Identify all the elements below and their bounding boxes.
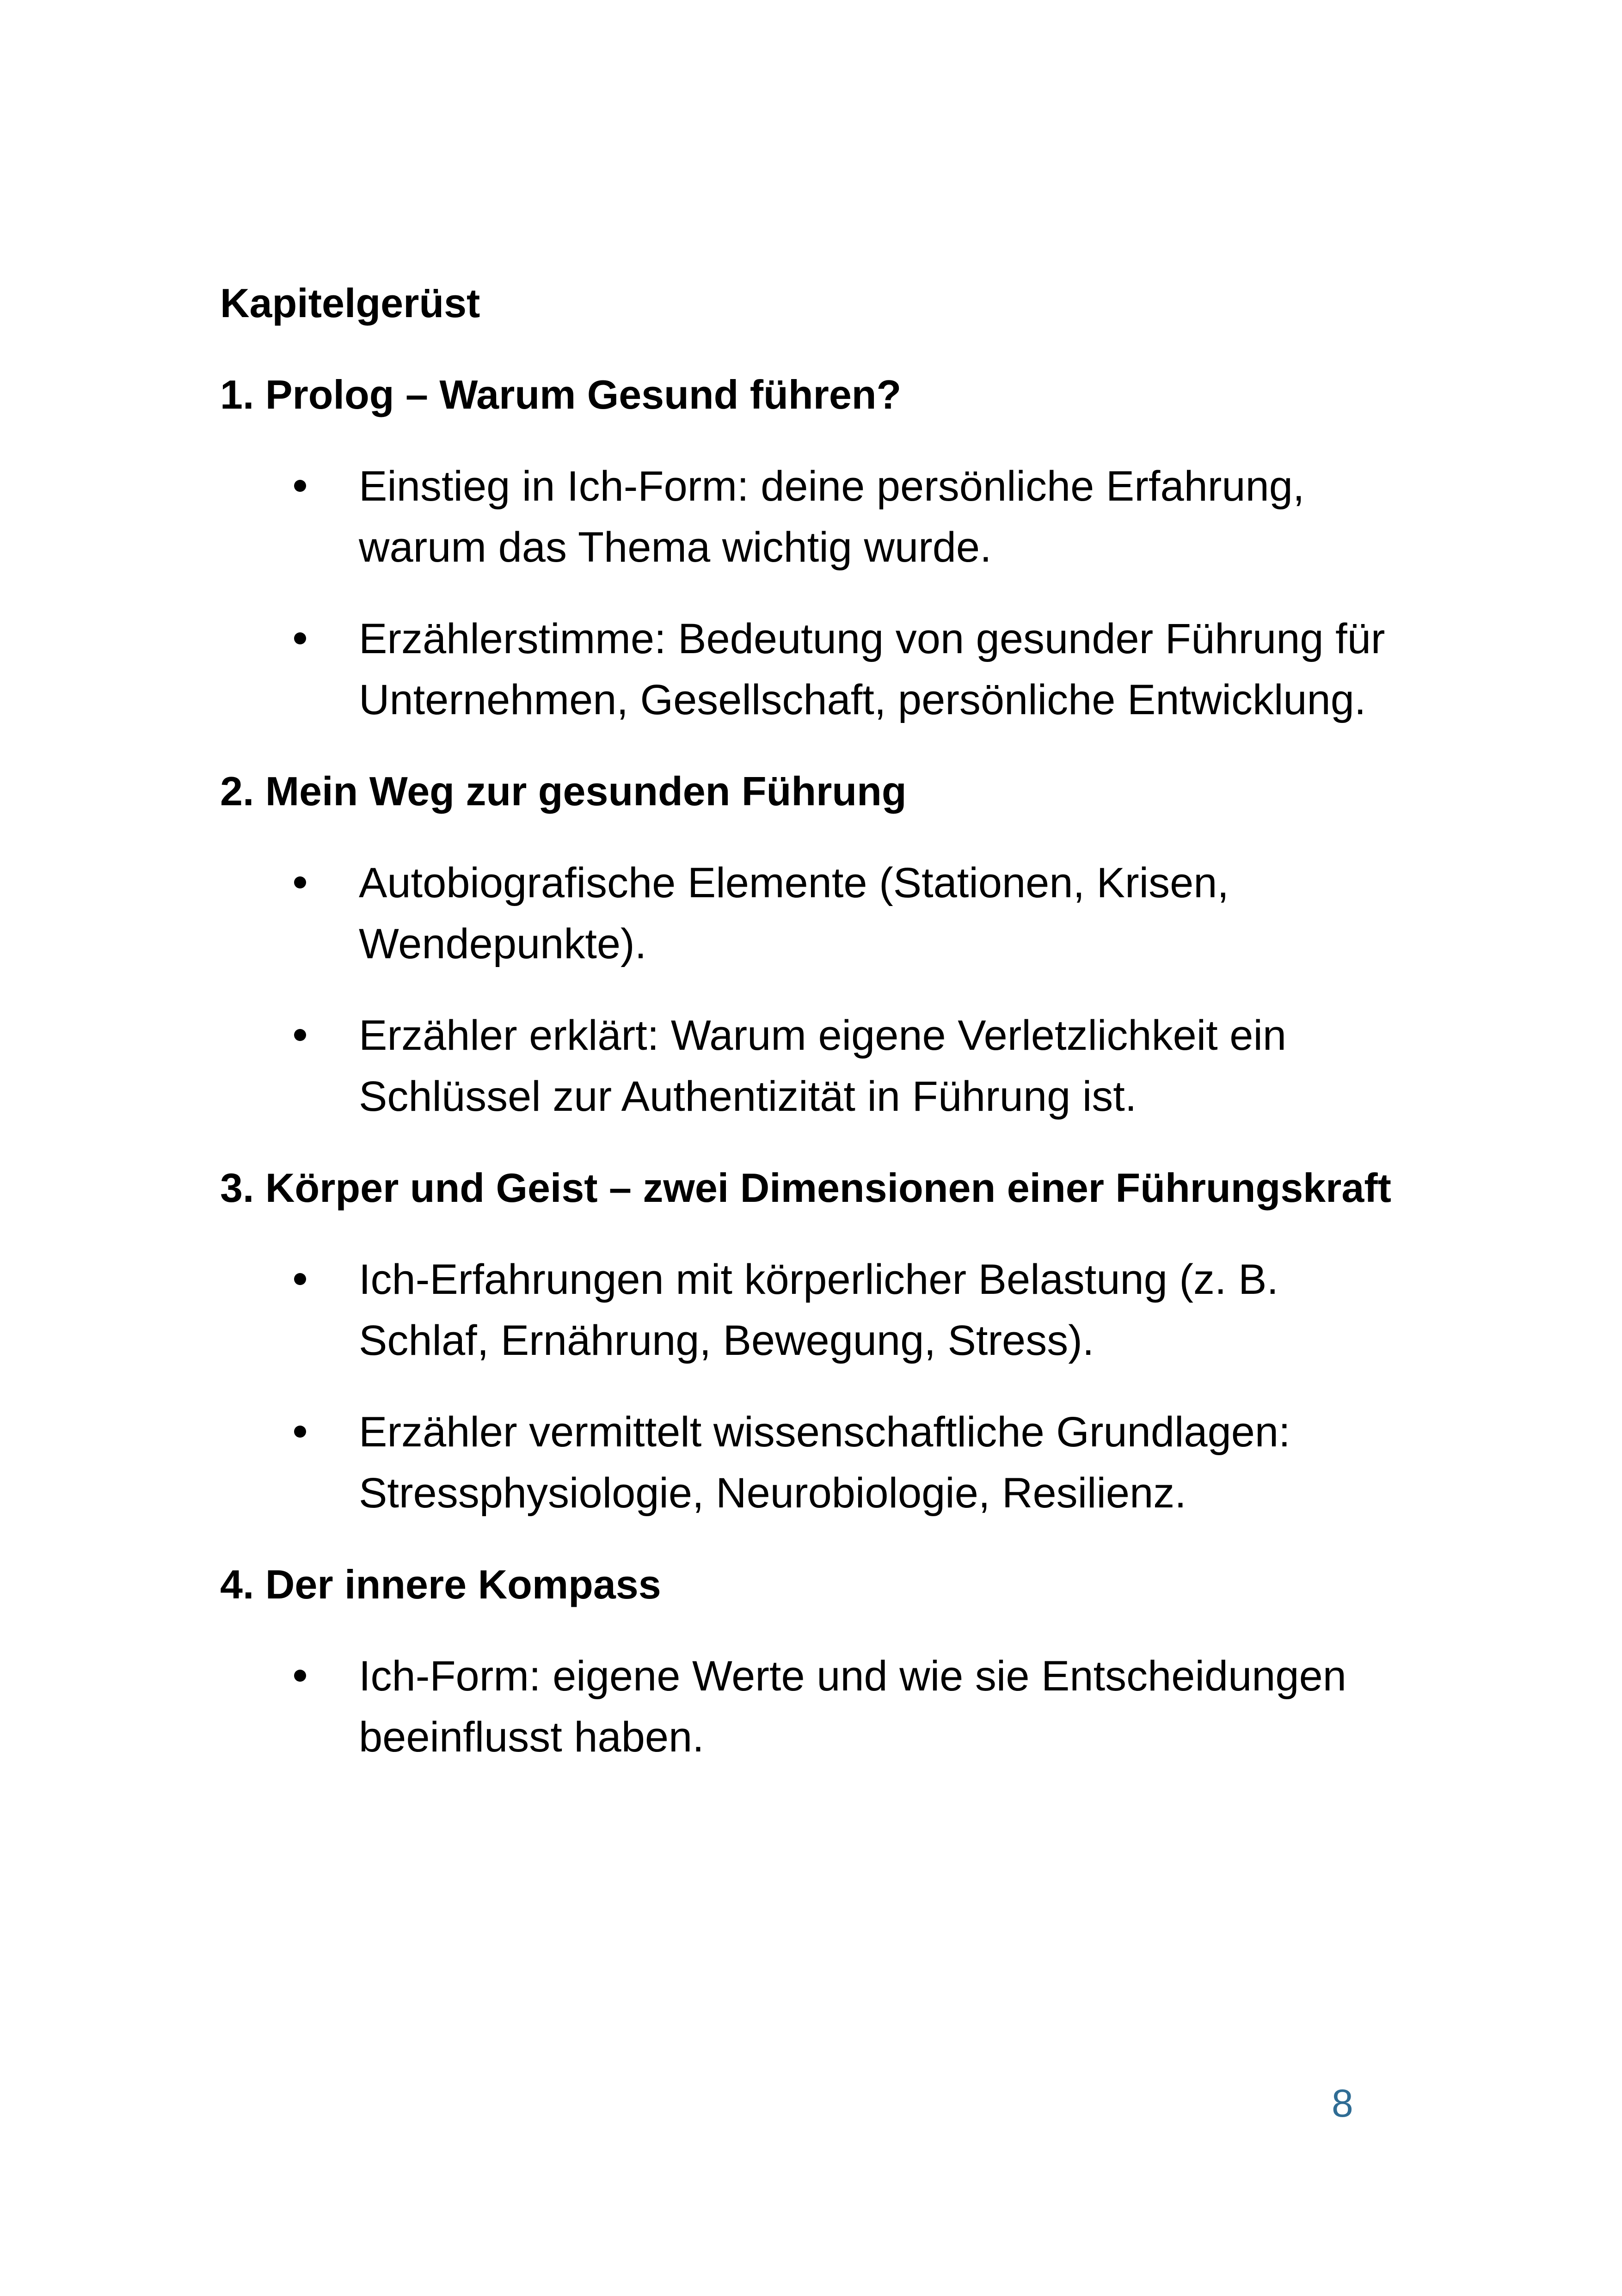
chapter-heading: 3. Körper und Geist – zwei Dimensionen einer Führungskraft (220, 1165, 1391, 1211)
list-item-text: Ich-Form: eigene Werte und wie sie Entscheidungen beeinflusst haben. (359, 1653, 1346, 1761)
bullet-icon (294, 480, 306, 492)
chapter-4 (220, 1554, 1404, 1768)
list-item-text: Ich-Erfahrungen mit körperlicher Belastung (z. B. Schlaf, Ernährung, Bewegung, Stress). (359, 1256, 1279, 1364)
bullet-icon (294, 1029, 306, 1041)
page-number: 8 (1332, 2082, 1353, 2125)
list-item (220, 1249, 1404, 1371)
bullet-icon (294, 632, 306, 644)
list-item (220, 1646, 1404, 1768)
document-title: Kapitelgerüst (220, 280, 480, 326)
chapter-heading: 1. Prolog – Warum Gesund führen? (220, 372, 902, 417)
bullet-list (220, 1646, 1404, 1768)
list-item-text: Einstieg in Ich-Form: deine persönliche Erfahrung, warum das Thema wichtig wurde. (359, 463, 1305, 571)
list-item-text: Erzähler erklärt: Warum eigene Verletzlichkeit ein Schlüssel zur Authentizität in Führung ist. (359, 1012, 1287, 1120)
bullet-icon (294, 1273, 306, 1285)
list-item (220, 1005, 1404, 1127)
bullet-icon (294, 1426, 306, 1438)
list-item (220, 456, 1404, 578)
list-item-text: Autobiografische Elemente (Stationen, Krisen, Wendepunkte). (359, 859, 1229, 967)
bullet-list (220, 1249, 1404, 1524)
bullet-icon (294, 1670, 306, 1682)
list-item (220, 1402, 1404, 1524)
chapter-heading: 4. Der innere Kompass (220, 1561, 661, 1607)
bullet-list (220, 852, 1404, 1127)
list-item (220, 608, 1404, 730)
list-item-text: Erzählerstimme: Bedeutung von gesunder Führung für Unternehmen, Gesellschaft, persönliche Entwicklung. (359, 615, 1385, 723)
page-content (220, 273, 1404, 1768)
bullet-list (220, 456, 1404, 730)
chapter-2 (220, 761, 1404, 1127)
list-item (220, 852, 1404, 974)
bullet-icon (294, 876, 306, 888)
chapter-heading: 2. Mein Weg zur gesunden Führung (220, 768, 907, 814)
list-item-text: Erzähler vermittelt wissenschaftliche Grundlagen: Stressphysiologie, Neurobiologie, Resilienz. (359, 1408, 1290, 1517)
chapter-1 (220, 364, 1404, 730)
chapter-3 (220, 1157, 1404, 1524)
